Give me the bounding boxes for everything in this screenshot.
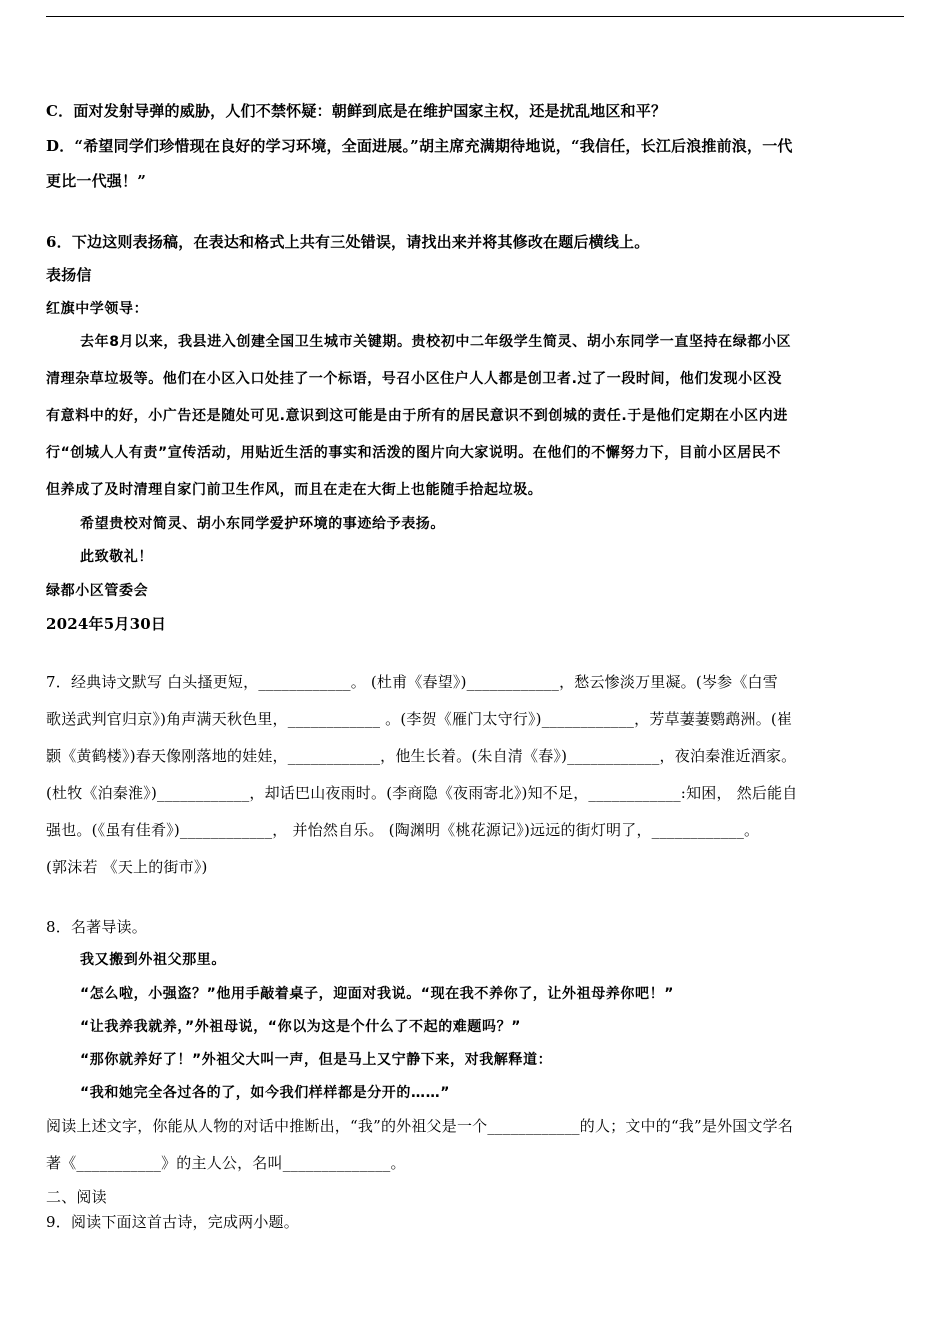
q6-body-line: 有意料中的好，小广告还是随处可见.意识到这可能是由于所有的居民意识不到创城的责任.于是他们定期在小区内进	[46, 408, 788, 424]
q6-date: 2024年5月30日	[46, 615, 167, 633]
q8-passage-line: “那你就养好了！”外祖父大叫一声，但是马上又宁静下来，对我解释道：	[80, 1052, 553, 1068]
q8-passage-line: “我和她完全各过各的了，如今我们样样都是分开的……”	[80, 1085, 451, 1101]
q6-body-line: 清理杂草垃圾等。他们在小区入口处挂了一个标语，号召小区住户人人都是创卫者.过了一段时间，他们发现小区没	[46, 371, 782, 387]
option-d-line-1: D．“希望同学们珍惜现在良好的学习环境，全面进展。”胡主席充满期待地说，“我信任，长江后浪推前浪，一代	[46, 137, 793, 155]
q6-prompt: 6．下边这则表扬稿，在表达和格式上共有三处错误，请找出来并将其修改在题后横线上。	[46, 233, 650, 251]
q6-body-line: 但养成了及时清理自家门前卫生作风，而且在走在大街上也能随手拾起垃圾。	[46, 482, 543, 498]
q7-line: (郭沫若 《天上的街市》)	[46, 858, 208, 876]
q6-body-line: 去年8月以来，我县进入创建全国卫生城市关键期。贵校初中二年级学生简灵、胡小东同学一直坚持在绿都小区	[80, 334, 792, 350]
q8-passage-line: “让我养我就养，”外祖母说，“你以为这是个什么了不起的难题吗？”	[80, 1019, 522, 1035]
q8-prompt: 8．名著导读。	[46, 918, 147, 936]
q8-passage-line: 我又搬到外祖父那里。	[80, 952, 226, 968]
q6-body-line: 行“创城人人有责”宣传活动，用贴近生活的事实和活泼的图片向大家说明。在他们的不懈努力下，目前小区居民不	[46, 445, 781, 461]
q7-line: 颢《黄鹤楼》)春天像刚落地的娃娃，____________，他生长着。(朱自清《春》)____________，夜泊秦淮近酒家。	[46, 747, 797, 765]
q6-salutation: 红旗中学领导：	[46, 301, 149, 317]
option-c: C．面对发射导弹的威胁，人们不禁怀疑：朝鲜到底是在维护国家主权，还是扰乱地区和平？	[46, 102, 667, 120]
q7-line: 歌送武判官归京》)角声满天秋色里，____________ 。(李贺《雁门太守行》)____________，芳草萋萋鹦鹉洲。(崔	[46, 710, 793, 728]
q8-question-line: 阅读上述文字，你能从人物的对话中推断出，“我”的外祖父是一个____________的人；文中的“我”是外国文学名	[46, 1117, 794, 1135]
q7-line: 强也。(《虽有佳肴》)____________， 并怡然自乐。 (陶渊明《桃花源记》)远远的街灯明了，____________。	[46, 821, 760, 839]
q6-signer: 绿都小区管委会	[46, 583, 149, 599]
q7-line: 7．经典诗文默写 白头搔更短，____________。 (杜甫《春望》)____________，愁云惨淡万里凝。(岑参《白雪	[46, 673, 778, 691]
option-d-line-2: 更比一代强！”	[46, 172, 147, 190]
q7-line: (杜牧《泊秦淮》)____________，却话巴山夜雨时。(李商隐《夜雨寄北》)知不足，____________:知困， 然后能自	[46, 784, 798, 802]
q6-body-line: 希望贵校对简灵、胡小东同学爱护环境的事迹给予表扬。	[80, 516, 445, 532]
q8-passage-line: “怎么啦，小强盗？”他用手敲着桌子，迎面对我说。“现在我不养你了，让外祖母养你吧！”	[80, 986, 675, 1002]
section-heading: 二、阅读	[46, 1188, 107, 1206]
q6-closing: 此致敬礼！	[80, 549, 153, 565]
q8-question-line: 著《___________》的主人公，名叫______________。	[46, 1154, 406, 1172]
q6-letter-title: 表扬信	[46, 266, 92, 284]
q9-prompt: 9．阅读下面这首古诗，完成两小题。	[46, 1213, 299, 1231]
header-rule	[46, 16, 904, 17]
